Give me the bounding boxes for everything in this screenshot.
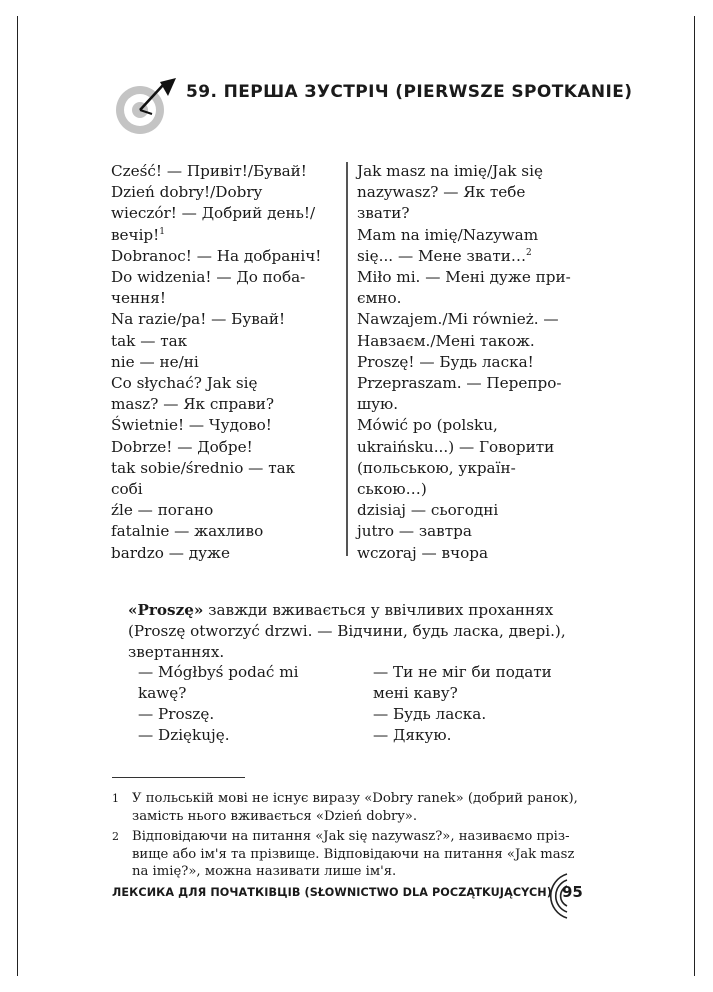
vocab-line: чення! [111,289,166,308]
vocab-line: ською…) [357,480,427,499]
usage-note-text: завжди вживається у ввічливих проханнях [203,601,554,619]
vocab-line: Świetnie! — Чудово! [111,416,272,435]
vocab-line: wczoraj — вчора [357,543,489,562]
page-number: 95 [562,883,583,901]
vocab-line: Co słychać? Jak się [111,374,258,393]
vocab-line: Miło mi. — Мені дуже при- [357,268,571,287]
vocab-line: Mówić po (polsku, [357,416,498,435]
vocab-line-text: się... — Мене звати… [357,246,527,265]
footnote-text [132,790,602,825]
vocab-line: Do widzenia! — До поба- [111,268,306,287]
vocab-line: звати? [357,204,410,223]
dialog-line: мені каву? [373,684,458,702]
usage-note-line: (Proszę otworzyć drzwi. — Відчини, будь ласка, двері.), [128,622,566,640]
vocab-line: wieczór! — Добрий день!/ [111,204,316,223]
usage-note-line [128,600,598,621]
vocab-line: собі [111,480,143,499]
vocab-line: nie — не/ні [111,352,199,371]
vocab-line: jutro — завтра [357,522,472,541]
vocab-line: bardzo — дуже [111,543,230,562]
footnote-text [132,828,602,881]
vocab-line: źle — погано [111,501,214,520]
vocab-line: шую. [357,395,399,414]
vocab-line: masz? — Як справи? [111,395,275,414]
footnote-line: замість нього вживається «Dzień dobry». [132,808,418,824]
footnote-number: 1 [112,792,119,805]
dialog-line: — Proszę. [138,705,215,723]
vocab-line: nazywasz? — Як тебе [357,183,526,202]
dialog-line: — Ти не міг би подати [373,663,552,681]
footnote [112,828,602,881]
vocab-line: Cześć! — Привіт!/Бувай! [111,162,307,180]
footnote-line: na imię?», можна називати лише ім'я. [132,864,397,879]
vocab-line: dzisiaj — сьогодні [357,501,499,520]
vocab-line: fatalnie — жахливо [111,522,264,541]
dialog-line: — Dziękuję. [138,726,230,744]
vocab-line: Jak masz na imię/Jak się [357,162,543,180]
dialog-polish [138,662,358,746]
usage-note [128,600,598,663]
section-footer: ЛЕКСИКА ДЛЯ ПОЧАТКІВЦІВ (SŁOWNICTWO DLA POCZĄTKUJĄCYCH) [112,886,552,899]
footnote-line: У польській мові не існує виразу «Dobry ranek» (добрий ранок), [132,791,578,806]
vocab-line: (польською, україн- [357,458,516,477]
usage-note-word: «Proszę» [128,601,204,619]
target-arrow-icon [108,76,178,140]
vocab-line: tak sobie/średnio — так [111,458,296,477]
vocab-line [111,225,339,246]
footnote-divider [112,777,245,778]
usage-note-line: звертаннях. [128,643,225,661]
vocab-line: tak — так [111,331,188,350]
vocab-line: Mam na imię/Nazywam [357,225,539,244]
footnote-number: 2 [112,830,119,843]
footnote-line: вище або ім'я та прізвище. Відповідаючи на питання «Jak masz [132,846,575,862]
dialog-line: kawę? [138,684,187,702]
footnote-line: Відповідаючи на питання «Jak się nazywasz?», називаємо пріз- [132,829,570,844]
dialog-line: — Дякую. [373,726,452,744]
vocab-line: Nawzajem./Mi również. — [357,310,559,329]
vocab-line: Навзаєм./Мені також. [357,331,535,350]
dialog-line: — Mógłbyś podać mi [138,663,299,681]
vocab-line: Przepraszam. — Перепро- [357,374,562,393]
column-divider [346,162,348,556]
page-title: 59. ПЕРША ЗУСТРІЧ (PIERWSZE SPOTKANIE) [186,82,633,102]
vocab-line: Proszę! — Будь ласка! [357,352,534,371]
vocab-line: Dobrze! — Добре! [111,437,253,456]
vocab-line-text: вечір! [111,225,160,244]
dialog-line: — Будь ласка. [373,705,487,723]
vocab-column-left [111,161,339,564]
vocab-column-right [357,161,587,564]
vocab-line [357,246,587,267]
footnote [112,790,602,825]
vocab-line: Na razie/pa! — Бувай! [111,310,286,329]
footnote-mark: 1 [159,226,165,237]
dialog-ukrainian [373,662,593,746]
vocab-line: Dobranoc! — На добраніч! [111,246,322,265]
footnote-mark: 2 [526,247,532,258]
vocab-line: Dzień dobry!/Dobry [111,183,263,202]
vocab-line: ukraińsku...) — Говорити [357,437,555,456]
vocab-line: ємно. [357,289,402,308]
